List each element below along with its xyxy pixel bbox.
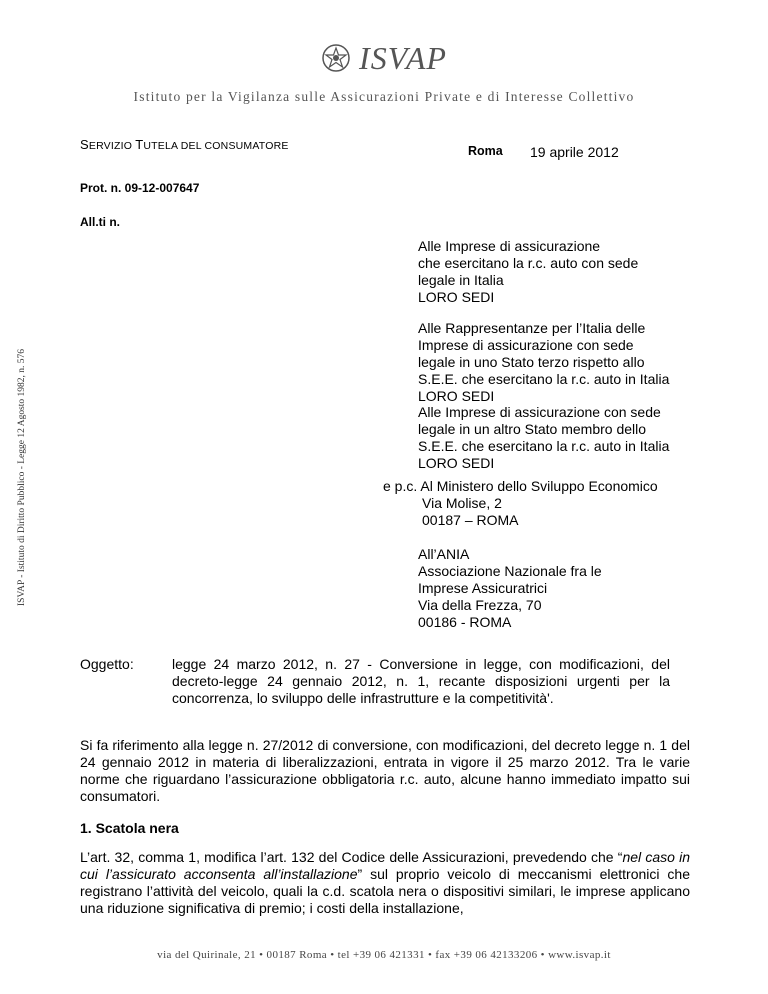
subject (80, 656, 670, 707)
legal-note-vertical: ISVAP - Istituto di Diritto Pubblico - Legge 12 Agosto 1982, n. 576 (17, 348, 27, 606)
recipient-line: Imprese di assicurazione con sede (418, 337, 634, 353)
ania-line: Via della Frezza, 70 (418, 597, 542, 613)
cc-recipient-ministry (383, 478, 658, 529)
recipient-line: che esercitano la r.c. auto con sede (418, 255, 639, 271)
recipient-line: S.E.E. che esercitano la r.c. auto in Italia (418, 371, 670, 387)
recipient-line: legale in uno Stato terzo rispetto allo (418, 354, 645, 370)
attachments-label: All.ti n. (80, 215, 120, 229)
section-text-1: L’art. 32, comma 1, modifica l’art. 132 del Codice delle Assicurazioni, prevedendo che “ (80, 849, 623, 865)
intro-paragraph: Si fa riferimento alla legge n. 27/2012 di conversione, con modificazioni, del decreto legge n. 1 del 24 gennaio 2012 in materia di liberalizzazioni, entrata in vigore il 25 marzo 2012. Tra le varie norme che riguardano l’assicurazione obbligatoria r.c. auto, alcune hanno immediato impatto sui consumatori. (80, 737, 690, 804)
institute-name: Istituto per la Vigilanza sulle Assicurazioni Private e di Interesse Collettivo (133, 89, 635, 104)
ania-line: Imprese Assicuratrici (418, 580, 548, 596)
protocol-number: Prot. n. 09-12-007647 (80, 181, 200, 195)
cc-line: e p.c. Al Ministero dello Sviluppo Economico (383, 478, 658, 494)
ania-line: Associazione Nazionale fra le (418, 563, 602, 579)
service-name (80, 137, 289, 152)
recipient-line: Alle Rappresentanze per l’Italia delle (418, 320, 646, 336)
recipient-line: LORO SEDI (418, 289, 495, 305)
service-rest-2: UTELA DEL CONSUMATORE (143, 140, 289, 152)
logo-text: ISVAP (359, 39, 447, 76)
cc-recipient-ania (418, 546, 602, 631)
service-rest-1: ERVIZIO (88, 140, 136, 152)
recipient-line: legale in Italia (418, 272, 504, 288)
ania-line: All’ANIA (418, 546, 470, 562)
recipient-line: Alle Imprese di assicurazione con sede (418, 404, 661, 420)
section-paragraph (80, 849, 690, 917)
recipient-block-2 (418, 320, 669, 405)
section-title: 1. Scatola nera (80, 820, 179, 836)
recipient-line: Alle Imprese di assicurazione (418, 238, 601, 254)
section-text-2: ” sul proprio veicolo di meccanismi elettronici che registrano l’attività del veicolo, quali la c.d. scatola nera o dispositivi similari, le imprese applicano una riduzione significativa di premio; i costi della installazione, (80, 866, 690, 916)
place: Roma (468, 144, 503, 158)
subject-label: Oggetto: (80, 656, 134, 672)
cc-line: Via Molise, 2 (422, 495, 502, 511)
recipient-line: legale in un altro Stato membro dello (418, 421, 647, 437)
section-quote: nel caso in cui l’assicurato acconsenta all’installazione (80, 849, 690, 882)
cc-line: 00187 – ROMA (422, 512, 519, 528)
recipient-block-3 (418, 404, 669, 472)
letter-date: 19 aprile 2012 (530, 144, 619, 160)
recipient-line: S.E.E. che esercitano la r.c. auto in Italia (418, 438, 670, 454)
emblem-icon (321, 43, 351, 73)
service-initial-2: T (135, 137, 144, 152)
letterhead-logo (0, 36, 768, 80)
footer-contacts: via del Quirinale, 21 • 00187 Roma • tel +39 06 421331 • fax +39 06 42133206 • www.isvap.it (157, 949, 611, 961)
service-initial-1: S (80, 137, 89, 152)
recipient-line: LORO SEDI (418, 388, 495, 404)
recipient-block-1 (418, 238, 638, 306)
recipient-line: LORO SEDI (418, 455, 495, 471)
ania-line: 00186 - ROMA (418, 614, 512, 630)
subject-text: legge 24 marzo 2012, n. 27 - Conversione in legge, con modificazioni, del decreto-legge 24 gennaio 2012, n. 1, recante disposizioni urgenti per la concorrenza, lo sviluppo delle infrastrutture e la competitività'. (172, 656, 670, 706)
